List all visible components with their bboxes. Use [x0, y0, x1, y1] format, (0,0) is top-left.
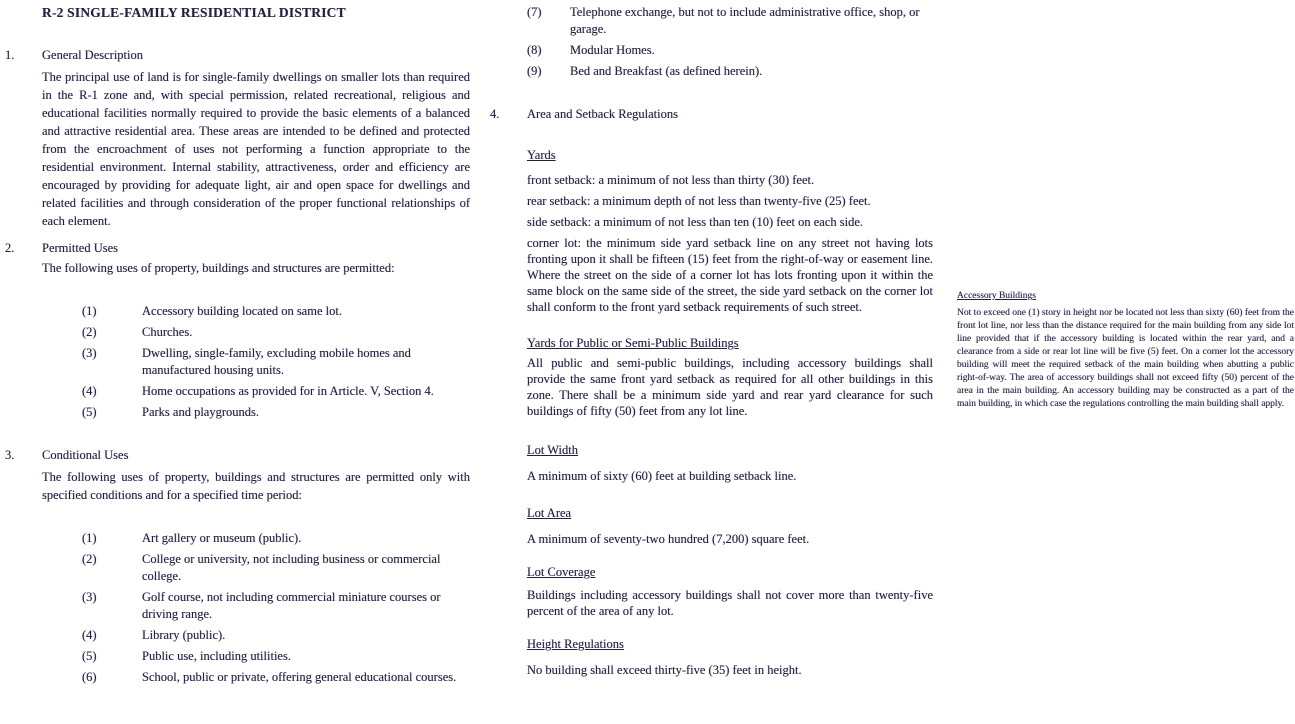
section-heading: Conditional Uses	[42, 448, 129, 462]
height-regulations-paragraph: No building shall exceed thirty-five (35) feet in height.	[527, 663, 802, 677]
list-item-number: (4)	[82, 628, 97, 642]
section-3-header	[0, 447, 470, 464]
section-3-body	[42, 468, 470, 686]
section-4-header	[485, 106, 937, 123]
list-item	[42, 551, 470, 585]
section-number: 3.	[5, 448, 15, 462]
list-item-number: (9)	[527, 64, 542, 78]
accessory-buildings-heading: Accessory Buildings	[957, 291, 1036, 301]
list-item-text: Public use, including utilities.	[142, 649, 291, 663]
list-item-number: (3)	[82, 346, 97, 360]
side-setback-paragraph: side setback: a minimum of not less than ten (10) feet on each side.	[527, 215, 864, 229]
section-heading: General Description	[42, 48, 144, 62]
front-setback-paragraph: front setback: a minimum of not less than thirty (30) feet.	[527, 173, 815, 187]
list-item-number: (7)	[527, 5, 542, 19]
list-item-number: (1)	[82, 304, 97, 318]
yards-heading: Yards	[527, 148, 556, 162]
list-item-text: Bed and Breakfast (as defined herein).	[570, 64, 763, 78]
list-item-text: Modular Homes.	[570, 43, 655, 57]
list-item	[42, 669, 470, 686]
conditional-uses-list-continued	[527, 0, 933, 80]
list-item-number: (5)	[82, 649, 97, 663]
list-item	[42, 530, 470, 547]
list-item-text: Home occupations as provided for in Article. V, Section 4.	[142, 384, 434, 398]
list-item	[42, 404, 470, 421]
section-heading: Area and Setback Regulations	[527, 107, 678, 121]
list-item-number: (2)	[82, 325, 97, 339]
list-item-text: Parks and playgrounds.	[142, 405, 259, 419]
general-description-paragraph: The principal use of land is for single-family dwellings on smaller lots than required in the R-1 zone and, with special permission, related recreational, religious and educational facilities normally required to provide the basic elements of a balanced and attractive residential area. These areas are intended to be defined and protected from the encroachment of uses not performing a function appropriate to the residential environment. Internal stability, attractiveness, order and efficiency are encouraged by providing for adequate light, air and open space for dwellings and related facilities and through consideration of the proper functional relationships of each element.	[42, 70, 470, 228]
section-2-body	[42, 259, 470, 421]
right-column	[957, 288, 1294, 411]
section-1-header	[0, 47, 470, 64]
corner-lot-paragraph: corner lot: the minimum side yard setback line on any street not having lots fronting upon it shall be fifteen (15) feet from the right-of-way or easement line. Where the street on the side of a corner lot has lots fronting upon it within the same block on the same side of the street, the side yard setback on the corner lot shall conform to the front yard setback requirements of such street.	[527, 236, 933, 314]
rear-setback-paragraph: rear setback: a minimum depth of not less than twenty-five (25) feet.	[527, 194, 871, 208]
yards-public-paragraph: All public and semi-public buildings, including accessory buildings shall provide the same front yard setback as required for all other buildings in this zone. There shall be a minimum side yard and rear yard clearance for such buildings of fifty (50) feet from any lot line.	[527, 356, 933, 418]
section-number: 1.	[5, 48, 15, 62]
yards-public-heading: Yards for Public or Semi-Public Buildings	[527, 336, 739, 350]
list-item-text: Telephone exchange, but not to include administrative office, shop, or garage.	[570, 5, 920, 36]
lot-coverage-paragraph: Buildings including accessory buildings shall not cover more than twenty-five percent of the area of any lot.	[527, 588, 933, 618]
list-item	[42, 324, 470, 341]
section-1-body	[42, 68, 470, 230]
list-item	[42, 589, 470, 623]
list-item-text: Art gallery or museum (public).	[142, 531, 302, 545]
list-item	[42, 648, 470, 665]
list-item	[42, 383, 470, 400]
list-item-text: Dwelling, single-family, excluding mobile homes and manufactured housing units.	[142, 346, 411, 377]
list-item-number: (8)	[527, 43, 542, 57]
list-item-text: Churches.	[142, 325, 193, 339]
lot-area-paragraph: A minimum of seventy-two hundred (7,200) square feet.	[527, 532, 810, 546]
list-item-text: Library (public).	[142, 628, 226, 642]
list-item	[527, 4, 933, 38]
list-item	[42, 345, 470, 379]
list-item-number: (1)	[82, 531, 97, 545]
section-heading: Permitted Uses	[42, 241, 119, 255]
list-item-text: School, public or private, offering general educational courses.	[142, 670, 457, 684]
lot-coverage-heading: Lot Coverage	[527, 565, 596, 579]
list-item-number: (2)	[82, 552, 97, 566]
conditional-uses-intro: The following uses of property, buildings and structures are permitted only with specified conditions and for a specified time period:	[42, 470, 470, 502]
conditional-uses-list	[42, 530, 470, 686]
list-item-text: College or university, not including business or commercial college.	[142, 552, 441, 583]
list-item	[527, 42, 933, 59]
list-item-text: Golf course, not including commercial miniature courses or driving range.	[142, 590, 441, 621]
section-number: 2.	[5, 241, 15, 255]
height-regulations-heading: Height Regulations	[527, 637, 624, 651]
permitted-uses-intro: The following uses of property, buildings and structures are permitted:	[42, 261, 395, 275]
lot-width-paragraph: A minimum of sixty (60) feet at building setback line.	[527, 469, 797, 483]
section-2-header	[0, 240, 470, 257]
list-item-number: (3)	[82, 590, 97, 604]
middle-column	[485, 0, 937, 678]
accessory-buildings-paragraph: Not to exceed one (1) story in height nor be located not less than sixty (60) feet from the front lot line, nor less than the distance required for the main building from any side lot line provided that if the accessory building is located within the rear yard, and a clearance from a side or rear lot line will be five (5) feet. On a corner lot the accessory building will meet the required setback of the main building when abutting a public right-of-way. The area of accessory buildings shall not exceed fifty (50) percent of the area in the main building. An accessory building may be constructed as a part of the main building, in which case the regulations controlling the main building shall apply.	[957, 308, 1294, 409]
list-item-number: (6)	[82, 670, 97, 684]
lot-area-heading: Lot Area	[527, 506, 572, 520]
list-item	[527, 63, 933, 80]
permitted-uses-list	[42, 303, 470, 421]
document-title: R-2 SINGLE-FAMILY RESIDENTIAL DISTRICT	[42, 5, 346, 20]
list-item-number: (5)	[82, 405, 97, 419]
list-item	[42, 303, 470, 320]
list-item-text: Accessory building located on same lot.	[142, 304, 342, 318]
list-item-number: (4)	[82, 384, 97, 398]
lot-width-heading: Lot Width	[527, 443, 579, 457]
left-column	[0, 0, 470, 690]
section-number: 4.	[490, 107, 500, 121]
list-item	[42, 627, 470, 644]
section-4-body	[527, 147, 933, 678]
